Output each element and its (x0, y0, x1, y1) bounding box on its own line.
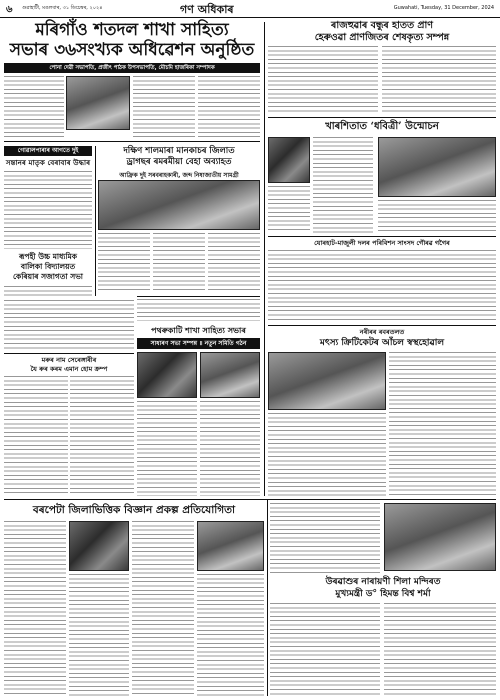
r2-bottom-rule (268, 236, 496, 237)
bottom-text-3 (132, 521, 194, 696)
r2-text-right (378, 200, 496, 233)
l3-text (4, 300, 134, 350)
r2-photo-event (378, 137, 496, 197)
r3-bottom-rule (268, 325, 496, 326)
c3-top-rule (137, 296, 260, 297)
r4-text-left (268, 413, 386, 496)
masthead (0, 0, 500, 18)
r1-title-line2: হেৰুওৱা প্ৰাণজিতৰ শেষকৃত্য সম্পন্ন (314, 32, 450, 43)
r2-headline: খাৰশিতাত ‘ধবিত্ৰী’ উন্মোচন (325, 121, 439, 132)
l2-text (4, 171, 92, 249)
lead-photo (66, 76, 130, 130)
bottom-section-rule (4, 499, 496, 500)
page-number: ৬ (6, 4, 13, 15)
c3-text-left (137, 401, 197, 496)
lead-text-left (4, 76, 64, 138)
bottom-text-1 (4, 521, 66, 696)
r3-text (268, 250, 496, 322)
r1-headline (268, 20, 496, 44)
date-right: Guwahati, Tuesday, 31 December, 2024 (393, 5, 494, 11)
column-divider (264, 22, 265, 496)
r4-text-right (389, 352, 496, 496)
r5-text-right (384, 603, 496, 696)
c2-title-line2: ড্ৰাগছৰ ৰমৰমীয়া বেহা অব্যাহত (126, 157, 232, 167)
r5-title-line2: মুখ্যমন্ত্ৰী ড° হিমন্ত বিশ্ব শৰ্মা (335, 589, 431, 599)
l3-title-line1: বালিকা বিদ্যালয়ত (20, 262, 76, 271)
l3-pre-title: ৰূপহী উচ্চ মাধ্যমিক (18, 252, 78, 261)
lead-text-right (198, 76, 260, 138)
c3-photo-left (137, 352, 197, 398)
c3-photo-right (200, 352, 260, 398)
lead-text-mid (133, 76, 195, 138)
r3-headline: যোৰহাট-মাজুলী দলৰ পৰিবিশন সাংসদ গৌৰৱ গগৈৰ (314, 239, 450, 247)
l4-top-rule (4, 353, 134, 354)
c2-photo (98, 180, 260, 230)
r1-text-left (268, 46, 378, 114)
lead-title-line2: সভাৰ ৩৬সংখ্যক অধিৱেশন অনুষ্ঠিত (9, 40, 255, 60)
l2-headline: সন্তানৰ মাতৃক বেৰাবাৰ উদ্ধাৰ (5, 158, 91, 167)
r4-photo (268, 352, 386, 410)
r4-headline: মৎস্য ক্ৰিটিকেটৰ আঁচল স্বস্থহোৱাল (319, 338, 445, 348)
l4-headline (4, 356, 134, 374)
c3-text-right (200, 401, 260, 496)
lead-headline (4, 20, 260, 60)
r5-title-line1: উৰৱাশুৰ নাৰায়ণী শিলা মন্দিৰত (325, 577, 441, 587)
l4-title-line1: মৰুৰ নাম সেৰেঙ্গাৰীৰ (41, 356, 97, 364)
c3-band: সাধাৰণ সভা সম্পন্ন ॥ নতুন সমিতি গঠন (137, 338, 260, 349)
lead-bottom-rule (4, 141, 260, 142)
bottom-headline: বৰপেটা জিলাভিত্তিক বিজ্ঞান প্ৰকল্প প্ৰতিযোগিতা (32, 504, 236, 516)
r5-headline (270, 576, 496, 600)
c3-text-top (137, 299, 260, 321)
lead-title-line1: মৰিগাঁও শতদল শাখা সাহিত্য (35, 20, 229, 40)
c2-headline (98, 146, 260, 168)
bottom-text-4 (197, 574, 264, 696)
l4-title-line2: যৈ ৰুৰ কৰম এমান হোম ক্ৰম্প (30, 365, 108, 373)
l2-band: গোৱালপাৰাৰ আগতে দুই (4, 146, 92, 156)
r1-title-line1: ৰাজহুৱাৰ বন্ধুৰ হাতত প্ৰাণ (330, 20, 433, 31)
l3-text-top (4, 286, 92, 296)
r5-text-top (270, 503, 380, 573)
c2-title-line1: দক্ষিণ শালমাৰা মানকাচৰ জিলাত (123, 146, 235, 156)
l4-text-right (70, 376, 134, 496)
bottom-text-2 (69, 574, 129, 696)
r4-pre-title: নৰীৰৰ ৰবৰতলত (359, 328, 405, 336)
newspaper-logo: গণ অধিকাৰ (180, 3, 234, 16)
lead-band: পোনা দেৱী সভাপতি, প্ৰজীৎ পাঠক উপসভাপতি, মৌচমি হাজৰিকা সম্পাদক (4, 63, 260, 73)
c3-headline: পথৰুকাটি শাখা সাহিত্য সভাৰ (151, 325, 246, 335)
c2-text-3 (208, 233, 260, 293)
r1-text-right (382, 46, 496, 114)
l3-headline (4, 252, 92, 282)
r2-text-left (313, 137, 373, 233)
r1-bottom-rule (268, 117, 496, 118)
c2-byline: আফ্ৰিক দুই সৰবৰাহকাৰী, জব্দ নিষাজাতীয় সামগ্ৰী (119, 172, 239, 179)
r5-photo (384, 503, 496, 571)
bottom-photo-1 (69, 521, 129, 571)
r2-photo-portrait (268, 137, 310, 183)
l3-title-line2: কেৰিয়াৰ সজাগতা সভা (13, 272, 83, 281)
bottom-column-divider (267, 500, 268, 696)
c2-text-1 (98, 233, 150, 293)
date-left: গুৱাহাটী, মঙলবাৰ, ৩১ ডিচেম্বৰ, ২০২৪ (22, 5, 103, 11)
l2-right-rule (95, 146, 96, 296)
l4-text-left (4, 376, 68, 496)
c2-text-2 (153, 233, 205, 293)
r5-text-left (270, 603, 380, 696)
r2-text-under-portrait (268, 186, 310, 233)
bottom-photo-2 (197, 521, 264, 571)
